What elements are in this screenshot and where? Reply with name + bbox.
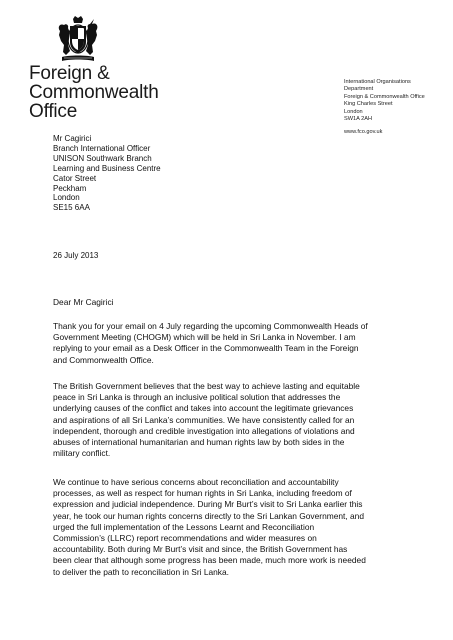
paragraph-line: The British Government believes that the best way to achieve lasting and equitable bbox=[53, 381, 360, 391]
paragraph-line: processes, as well as respect for human rights in Sri Lanka, including freedom of bbox=[53, 488, 352, 499]
paragraph-line: We continue to have serious concerns about reconciliation and accountability bbox=[53, 477, 339, 487]
paragraph-line: military conflict. bbox=[53, 448, 111, 459]
paragraph-line: and Commonwealth Office. bbox=[53, 354, 154, 365]
sender-address-line: London bbox=[344, 108, 363, 115]
paragraph-line: Thank you for your email on 4 July regarding the upcoming Commonwealth Heads of bbox=[53, 321, 368, 331]
letter-date: 26 July 2013 bbox=[53, 251, 99, 260]
recipient-line: Learning and Business Centre bbox=[53, 163, 161, 173]
organisation-name bbox=[29, 64, 159, 121]
recipient-line: Peckham bbox=[53, 183, 87, 193]
sender-website: www.fco.gov.uk bbox=[344, 129, 383, 135]
royal-coat-of-arms-icon bbox=[54, 15, 102, 65]
paragraph-line: independent, thorough and credible investigation into allegations of violations and bbox=[53, 425, 355, 436]
salutation: Dear Mr Cagirici bbox=[53, 297, 114, 307]
sender-address-line: Department bbox=[344, 86, 374, 93]
paragraph-line: underlying causes of the conflict and takes into account the legitimate grievances bbox=[53, 403, 354, 414]
paragraph-line: urged the full implementation of the Lessons Learnt and Reconciliation bbox=[53, 521, 315, 532]
paragraph-line: abuses of international humanitarian and human rights law by both sides in the bbox=[53, 437, 345, 448]
paragraph-line: been clear that although some progress has been made, much more work is needed bbox=[53, 555, 366, 566]
sender-address-line: SW1A 2AH bbox=[344, 116, 372, 123]
sender-address-line: Foreign & Commonwealth Office bbox=[344, 93, 425, 100]
paragraph-line: and aspirations of all Sri Lanka’s communities. We have consistently called for an bbox=[53, 414, 355, 425]
paragraph-line: Government Meeting (CHOGM) which will be held in Sri Lanka in November. I am bbox=[53, 332, 356, 343]
recipient-line: London bbox=[53, 193, 80, 203]
sender-address-line: International Organisations bbox=[344, 79, 411, 85]
org-name-line: Foreign & bbox=[29, 63, 110, 84]
recipient-line: UNISON Southwark Branch bbox=[53, 153, 152, 163]
paragraph-line: replying to your email as a Desk Officer in the Commonwealth Team in the Foreign bbox=[53, 343, 359, 354]
sender-address-line: King Charles Street bbox=[344, 101, 393, 108]
paragraph-line: year, he took our human rights concerns directly to the Sri Lankan Government, and bbox=[53, 510, 364, 521]
org-name-line: Commonwealth bbox=[29, 82, 159, 103]
body-paragraph bbox=[53, 381, 425, 459]
paragraph-line: peace in Sri Lanka is through an inclusive political solution that addresses the bbox=[53, 392, 341, 403]
recipient-line: Branch International Officer bbox=[53, 143, 151, 153]
org-name-line: Office bbox=[29, 101, 78, 122]
paragraph-line: Commission’s (LLRC) report recommendations and wider measures on bbox=[53, 533, 317, 544]
sender-address bbox=[344, 79, 425, 123]
paragraph-line: accountability. Both during Mr Burt’s visit and since, the British Government has bbox=[53, 544, 348, 555]
body-paragraph bbox=[53, 477, 425, 578]
body-paragraph bbox=[53, 321, 425, 366]
recipient-address bbox=[53, 134, 161, 213]
paragraph-line: to deliver the path to reconciliation in Sri Lanka. bbox=[53, 566, 229, 577]
paragraph-line: expression and judicial independence. During Mr Burt’s visit to Sri Lanka earlier this bbox=[53, 499, 363, 510]
recipient-line: Mr Cagirici bbox=[53, 134, 92, 143]
recipient-line: SE15 6AA bbox=[53, 203, 90, 213]
recipient-line: Cator Street bbox=[53, 173, 97, 183]
